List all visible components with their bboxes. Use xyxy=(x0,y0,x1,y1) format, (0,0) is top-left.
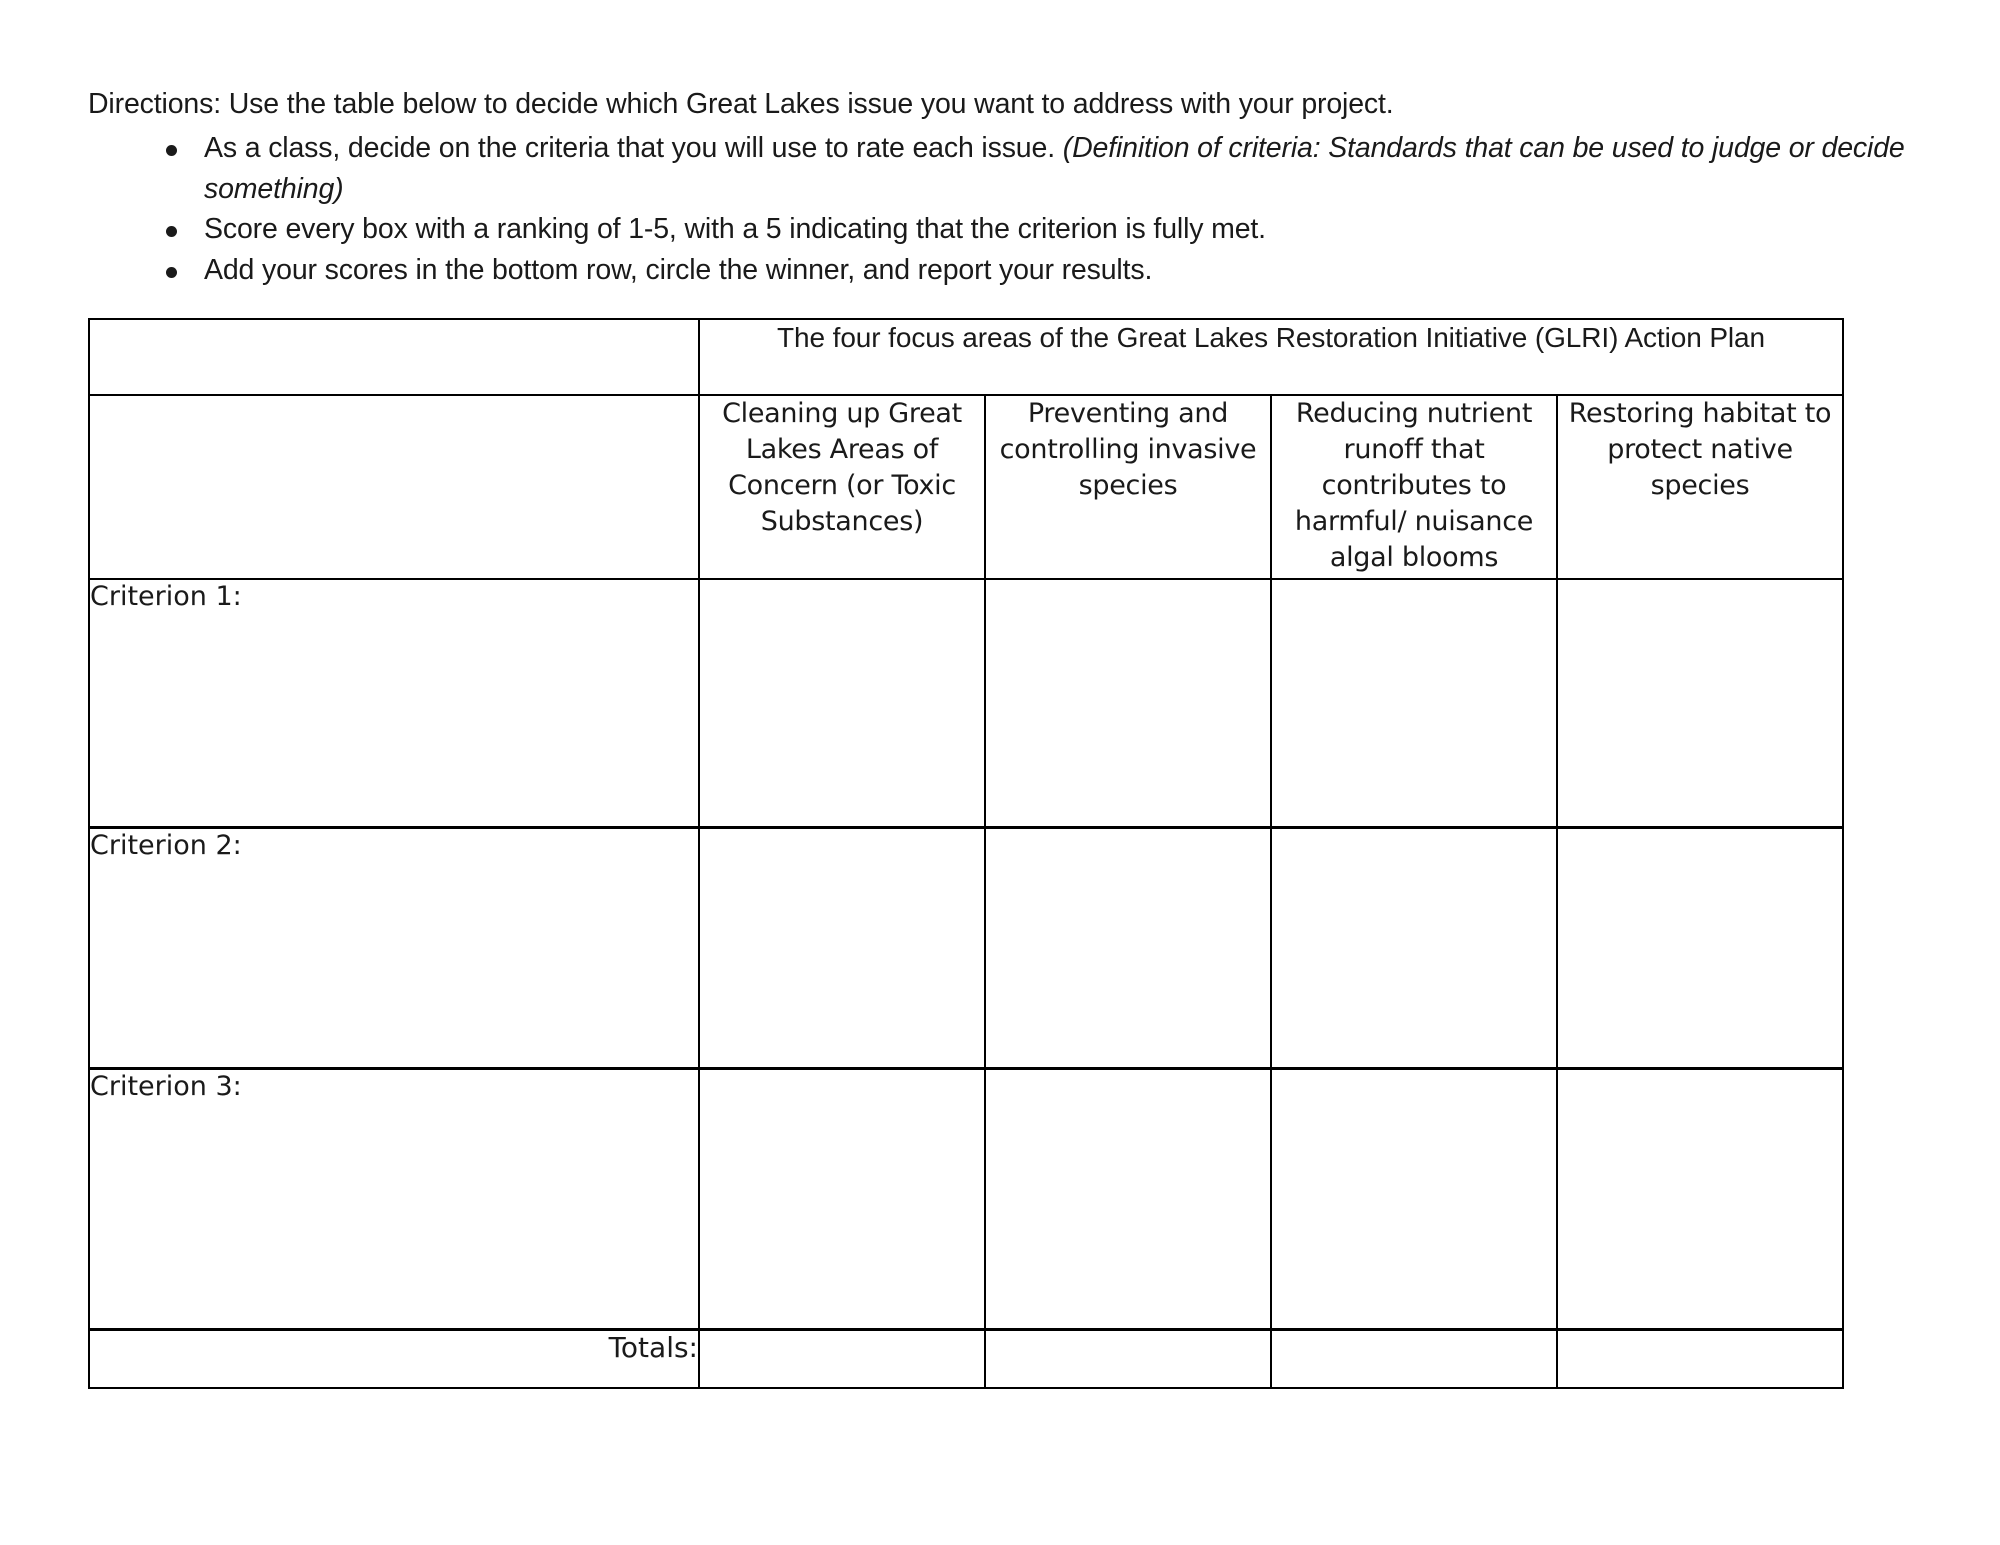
score-cell-c3-col3[interactable] xyxy=(1271,1069,1557,1330)
criterion-1-label[interactable]: Criterion 1: xyxy=(89,579,699,828)
table-body xyxy=(89,579,1843,1388)
decision-matrix-table xyxy=(88,318,1844,1389)
score-cell-c2-col3[interactable] xyxy=(1271,828,1557,1069)
score-cell-c2-col1[interactable] xyxy=(699,828,985,1069)
column-header-nutrient-runoff: Reducing nutrient runoff that contributes to harmful/ nuisance algal blooms xyxy=(1271,395,1557,579)
score-cell-c3-col4[interactable] xyxy=(1557,1069,1843,1330)
score-cell-c2-col2[interactable] xyxy=(985,828,1271,1069)
criterion-3-label[interactable]: Criterion 3: xyxy=(89,1069,699,1330)
instruction-text xyxy=(204,128,1928,209)
table-row xyxy=(89,1069,1843,1330)
total-cell-col4[interactable] xyxy=(1557,1330,1843,1389)
score-cell-c3-col2[interactable] xyxy=(985,1069,1271,1330)
total-cell-col2[interactable] xyxy=(985,1330,1271,1389)
column-header-cleaning-up-aoc: Cleaning up Great Lakes Areas of Concern (or Toxic Substances) xyxy=(699,395,985,579)
column-header-row xyxy=(89,395,1843,579)
empty-corner-cell xyxy=(89,319,699,395)
criterion-2-label[interactable]: Criterion 2: xyxy=(89,828,699,1069)
list-item xyxy=(88,250,1928,291)
criteria-definition-note: (Definition of criteria: Standards that can be used to judge or decide something) xyxy=(204,132,1905,205)
score-cell-c1-col1[interactable] xyxy=(699,579,985,828)
table-row xyxy=(89,828,1843,1069)
empty-corner-cell-2 xyxy=(89,395,699,579)
column-header-invasive-species: Preventing and controlling invasive species xyxy=(985,395,1271,579)
total-cell-col1[interactable] xyxy=(699,1330,985,1389)
list-item xyxy=(88,209,1928,250)
totals-row xyxy=(89,1330,1843,1389)
totals-label: Totals: xyxy=(89,1330,699,1389)
bullet-point-icon xyxy=(166,128,180,169)
instruction-plain-text: As a class, decide on the criteria that you will use to rate each issue. xyxy=(204,132,1063,164)
table-row xyxy=(89,579,1843,828)
column-header-restoring-habitat: Restoring habitat to protect native species xyxy=(1557,395,1843,579)
decision-matrix-container xyxy=(88,318,1842,1389)
directions-block xyxy=(88,84,1928,290)
focus-areas-group-header: The four focus areas of the Great Lakes Restoration Initiative (GLRI) Action Plan xyxy=(699,319,1843,395)
bullet-point-icon xyxy=(166,209,180,250)
list-item xyxy=(88,128,1928,209)
score-cell-c2-col4[interactable] xyxy=(1557,828,1843,1069)
instructions-list xyxy=(88,128,1928,290)
score-cell-c1-col4[interactable] xyxy=(1557,579,1843,828)
bullet-point-icon xyxy=(166,250,180,291)
group-header-row xyxy=(89,319,1843,395)
table-head xyxy=(89,319,1843,579)
instruction-text: Add your scores in the bottom row, circle the winner, and report your results. xyxy=(204,253,1153,286)
directions-intro-text: Directions: Use the table below to decide which Great Lakes issue you want to address with your project. xyxy=(88,88,1394,120)
score-cell-c1-col2[interactable] xyxy=(985,579,1271,828)
score-cell-c1-col3[interactable] xyxy=(1271,579,1557,828)
score-cell-c3-col1[interactable] xyxy=(699,1069,985,1330)
instruction-text: Score every box with a ranking of 1-5, with a 5 indicating that the criterion is fully met. xyxy=(204,213,1266,245)
total-cell-col3[interactable] xyxy=(1271,1330,1557,1389)
